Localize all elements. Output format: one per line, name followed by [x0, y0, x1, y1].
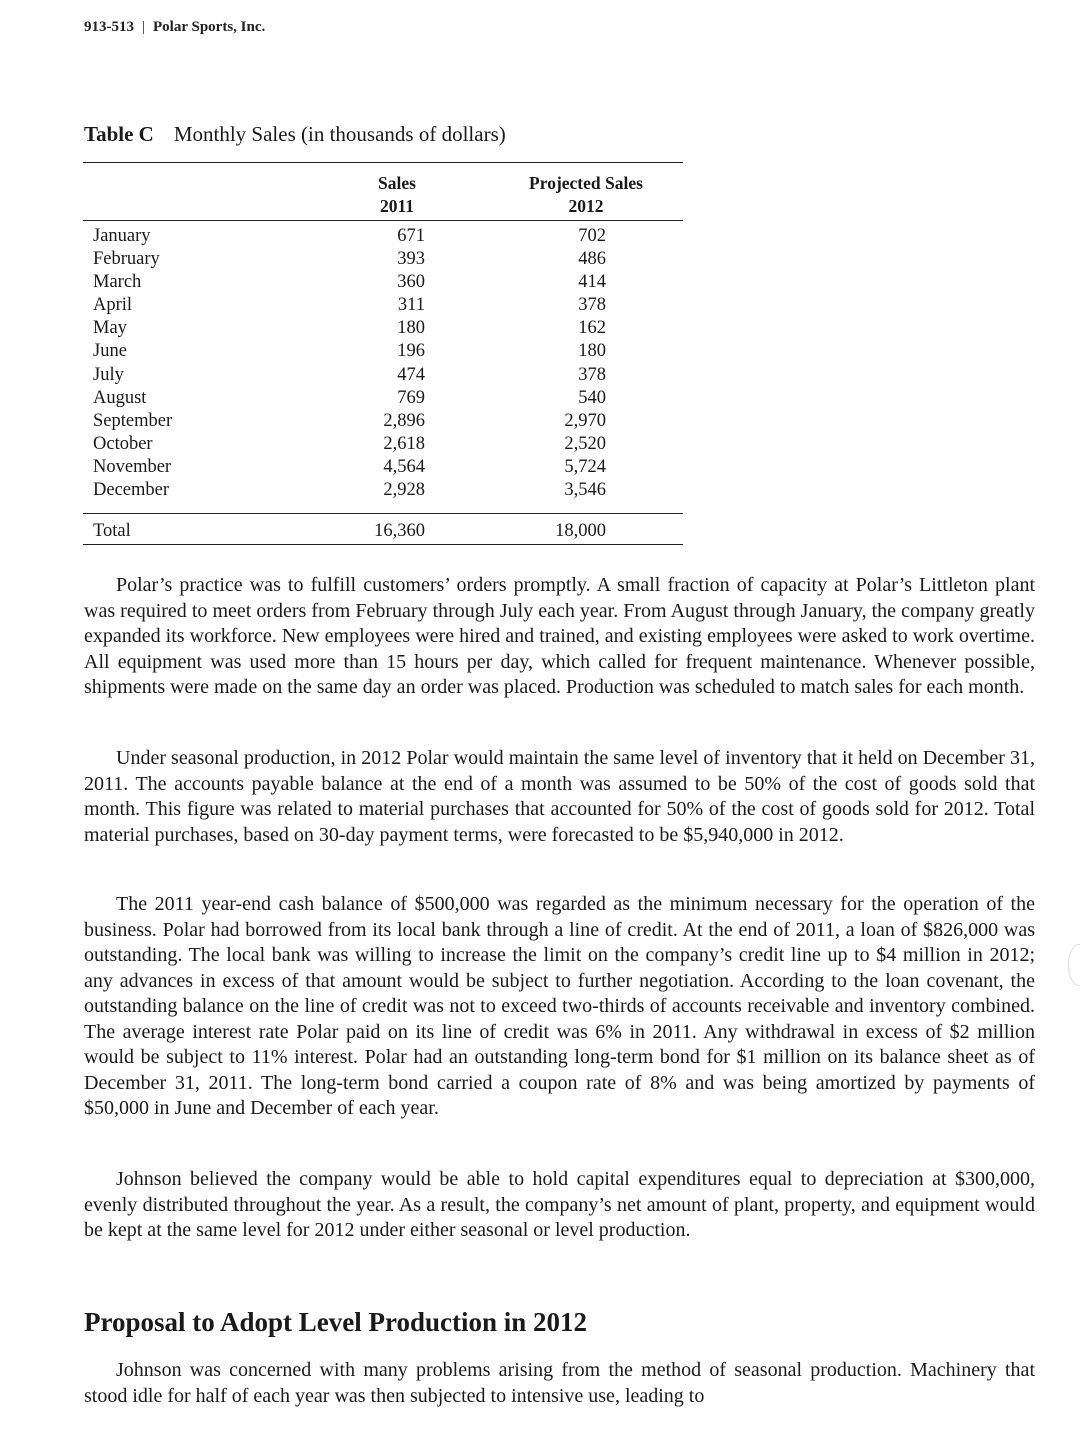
sales-2012-cell: 162 — [578, 318, 606, 339]
month-cell: March — [93, 272, 142, 293]
paragraph-practice: Polar’s practice was to fulfill customers’ orders promptly. A small fraction of capacity at Polar’s Littleton plant was required to meet orders from February through July each year. From August through January, the company greatly expanded its workforce. New employees were hired and trained, and existing employees were asked to work overtime. All equipment was used more than 15 hours per day, which called for frequent maintenance. Whenever possible, shipments were made on the same day an order was placed. Production was scheduled to match sales for each month. — [84, 574, 1035, 698]
sales-2012-cell: 702 — [578, 226, 606, 246]
sales-2011-cell: 671 — [397, 226, 425, 246]
month-cell: September — [93, 410, 173, 431]
monthly-sales-table — [83, 162, 683, 545]
table-row — [83, 410, 683, 433]
table-row — [83, 340, 683, 363]
sales-2011-cell: 2,928 — [383, 480, 425, 501]
sales-2011-cell: 769 — [397, 387, 425, 408]
month-cell: July — [93, 364, 124, 385]
total-row — [83, 514, 683, 544]
header-sales-2011-line2: 2011 — [379, 196, 415, 216]
sales-2011-cell: 2,896 — [383, 410, 425, 431]
header-projected-2012-line1: Projected Sales — [529, 173, 643, 193]
total-2011: 16,360 — [374, 521, 425, 542]
sales-2011-cell: 393 — [397, 249, 425, 270]
month-cell: May — [93, 318, 127, 339]
table-row — [83, 225, 683, 248]
page-edge-marker — [1068, 944, 1080, 986]
sales-2012-cell: 5,724 — [564, 456, 606, 477]
section-heading: Proposal to Adopt Level Production in 2012 — [84, 1307, 588, 1337]
table-row — [83, 248, 683, 271]
table-title: Monthly Sales (in thousands of dollars) — [173, 122, 506, 146]
table-row — [83, 294, 683, 317]
case-number: 913-513 — [84, 19, 134, 35]
sales-2012-cell: 378 — [578, 364, 606, 385]
sales-2011-cell: 360 — [397, 272, 425, 293]
month-cell: December — [93, 480, 170, 501]
sales-2011-cell: 474 — [397, 364, 425, 385]
month-cell: January — [93, 226, 151, 246]
header-separator: | — [142, 19, 146, 35]
month-cell: February — [93, 249, 160, 270]
table-row — [83, 364, 683, 387]
sales-2012-cell: 414 — [578, 272, 606, 293]
case-title: Polar Sports, Inc. — [153, 19, 266, 35]
table-row — [83, 433, 683, 456]
sales-2011-cell: 180 — [397, 318, 425, 339]
sales-2012-cell: 180 — [578, 341, 606, 362]
header-sales-2011 — [355, 172, 439, 218]
table-row — [83, 387, 683, 410]
paragraph-cash-balance: The 2011 year-end cash balance of $500,000 was regarded as the minimum necessary for the operation of the business. Polar had borrowed from its local bank through a line of credit. At the end of 2011, a loan of $826,000 was outstanding. The local bank was willing to increase the limit on the company’s credit line up to $4 million in 2012; any advances in excess of that amount would be subject to further negotiation. According to the loan covenant, the outstanding balance on the line of credit was not to exceed two-thirds of accounts receivable and inventory combined. The average interest rate Polar paid on its line of credit was 6% in 2011. Any withdrawal in excess of $2 million would be subject to 11% interest. Polar had an outstanding long-term bond for $1 million on its balance sheet as of December 31, 2011. The long-term bond carried a coupon rate of 8% and was being amortized by payments of $50,000 in June and December of each year. — [84, 893, 1035, 1119]
sales-2011-cell: 196 — [397, 341, 425, 362]
table-bottom-rule — [83, 544, 683, 545]
total-label: Total — [93, 521, 131, 542]
sales-2012-cell: 2,970 — [564, 410, 606, 431]
table-caption — [84, 122, 506, 147]
month-cell: June — [93, 341, 127, 362]
sales-2012-cell: 540 — [578, 387, 606, 408]
table-header-row — [83, 163, 683, 220]
sales-2012-cell: 486 — [578, 249, 606, 270]
paragraph-capital-expenditures: Johnson believed the company would be able to hold capital expenditures equal to depreciation at $300,000, evenly distributed throughout the year. As a result, the company’s net amount of plant, property, and equipment would be kept at the same level for 2012 under either seasonal or level production. — [84, 1168, 1035, 1241]
paragraph-seasonal-production: Under seasonal production, in 2012 Polar would maintain the same level of inventory that it held on December 31, 2011. The accounts payable balance at the end of a month was assumed to be 50% of the cost of goods sold that month. This figure was related to material purchases that accounted for 50% of the cost of goods sold for 2012. Total material purchases, based on 30-day payment terms, were forecasted to be $5,940,000 in 2012. — [84, 747, 1035, 846]
month-cell: August — [93, 387, 147, 408]
table-row — [83, 271, 683, 294]
sales-2011-cell: 311 — [397, 295, 425, 316]
sales-2012-cell: 3,546 — [564, 480, 606, 501]
header-projected-2012-line2: 2012 — [568, 196, 604, 216]
sales-2011-cell: 2,618 — [383, 433, 425, 454]
table-row — [83, 317, 683, 340]
month-cell: April — [93, 295, 133, 316]
page-header — [84, 19, 265, 36]
sales-2012-cell: 378 — [578, 295, 606, 316]
sales-2011-cell: 4,564 — [383, 456, 425, 477]
table-body — [83, 221, 683, 513]
table-label: Table C — [84, 122, 154, 146]
table-row — [83, 479, 683, 502]
table-row — [83, 456, 683, 479]
month-cell: October — [93, 433, 153, 454]
month-cell: November — [93, 456, 172, 477]
header-sales-2011-line1: Sales — [378, 173, 416, 193]
header-projected-2012 — [506, 172, 666, 218]
total-2012: 18,000 — [555, 521, 606, 542]
paragraph-level-production: Johnson was concerned with many problems arising from the method of seasonal production. Machinery that stood idle for half of each year was then subjected to intensive use, leading to — [84, 1359, 1035, 1407]
sales-2012-cell: 2,520 — [564, 433, 606, 454]
